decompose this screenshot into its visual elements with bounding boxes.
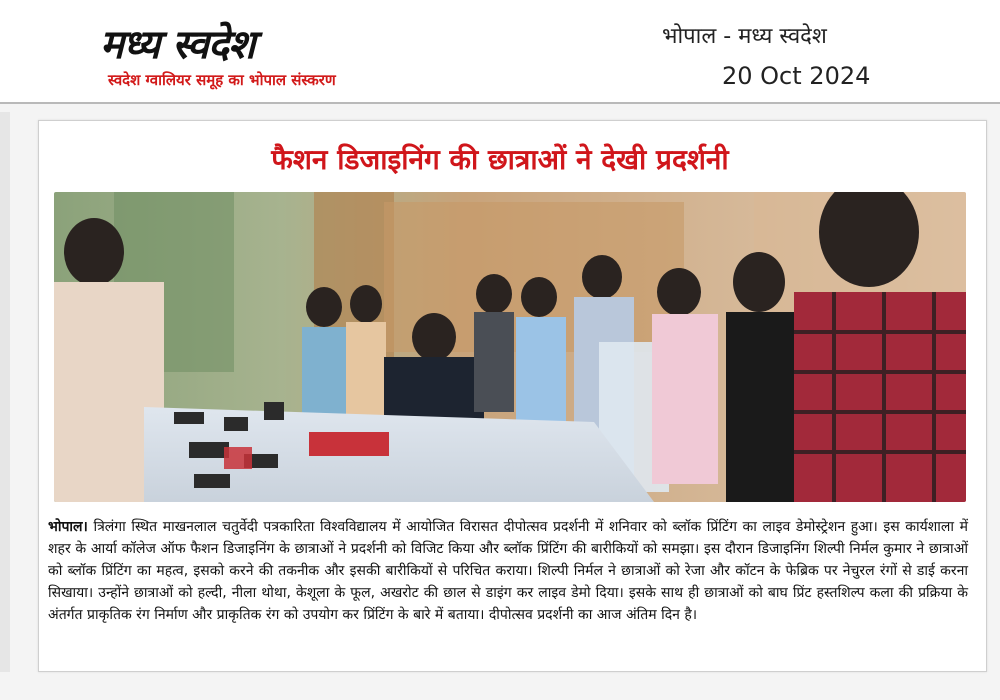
- publication-date: 20 Oct 2024: [722, 62, 871, 90]
- article-body-text: त्रिलंगा स्थित माखनलाल चतुर्वेदी पत्रकारिता विश्वविद्यालय में आयोजित विरासत दीपोत्सव प्रदर्शनी में शनिवार को ब्लॉक प्रिंटिंग का लाइव डेमोस्ट्रेशन हुआ। इस कार्यशाला में शहर के आर्या कॉलेज ऑफ फैशन डिजाइनिंग के छात्राओं ने प्रदर्शनी को विजिट किया और ब्लॉक प्रिंटिंग की बारीकियों को समझा। इस दौरान डिजाइनिंग शिल्पी निर्मल कुमार ने छात्राओं को ब्लॉक प्रिंटिंग का महत्व, इसको करने की तकनीक और इसकी बारीकियों से परिचित कराया। शिल्पी निर्मल ने छात्राओं को रेजा और कॉटन के फेब्रिक पर नेचुरल रंगों से डाई करना सिखाया। उन्होंने छात्राओं को हल्दी, नीला थोथा, केशूला के फूल, अखरोट की छाल से डाइंग कर लाइव डेमो दिया। इसके साथ ही छात्राओं को बाघ प्रिंट हस्तशिल्प कला की प्रक्रिया के अंतर्गत प्राकृतिक रंग निर्माण और प्राकृतिक रंग को उपयोग कर प्रिंटिंग के बारे में बताया। दीपोत्सव प्रदर्शनी का आज अंतिम दिन है।: [48, 519, 969, 623]
- article-headline: फैशन डिजाइनिंग की छात्राओं ने देखी प्रदर्शनी: [271, 143, 729, 176]
- masthead: [0, 0, 1000, 100]
- tagline: स्वदेश ग्वालियर समूह का भोपाल संस्करण: [108, 71, 336, 89]
- newspaper-logo: [100, 20, 500, 70]
- adjacent-clipping-edge: [0, 112, 10, 672]
- logo-text: मध्य स्वदेश: [100, 22, 255, 68]
- article-photo: [54, 192, 966, 502]
- edition-label: भोपाल - मध्य स्वदेश: [662, 24, 827, 49]
- article-body: [48, 516, 968, 626]
- dateline: भोपाल।: [48, 519, 88, 535]
